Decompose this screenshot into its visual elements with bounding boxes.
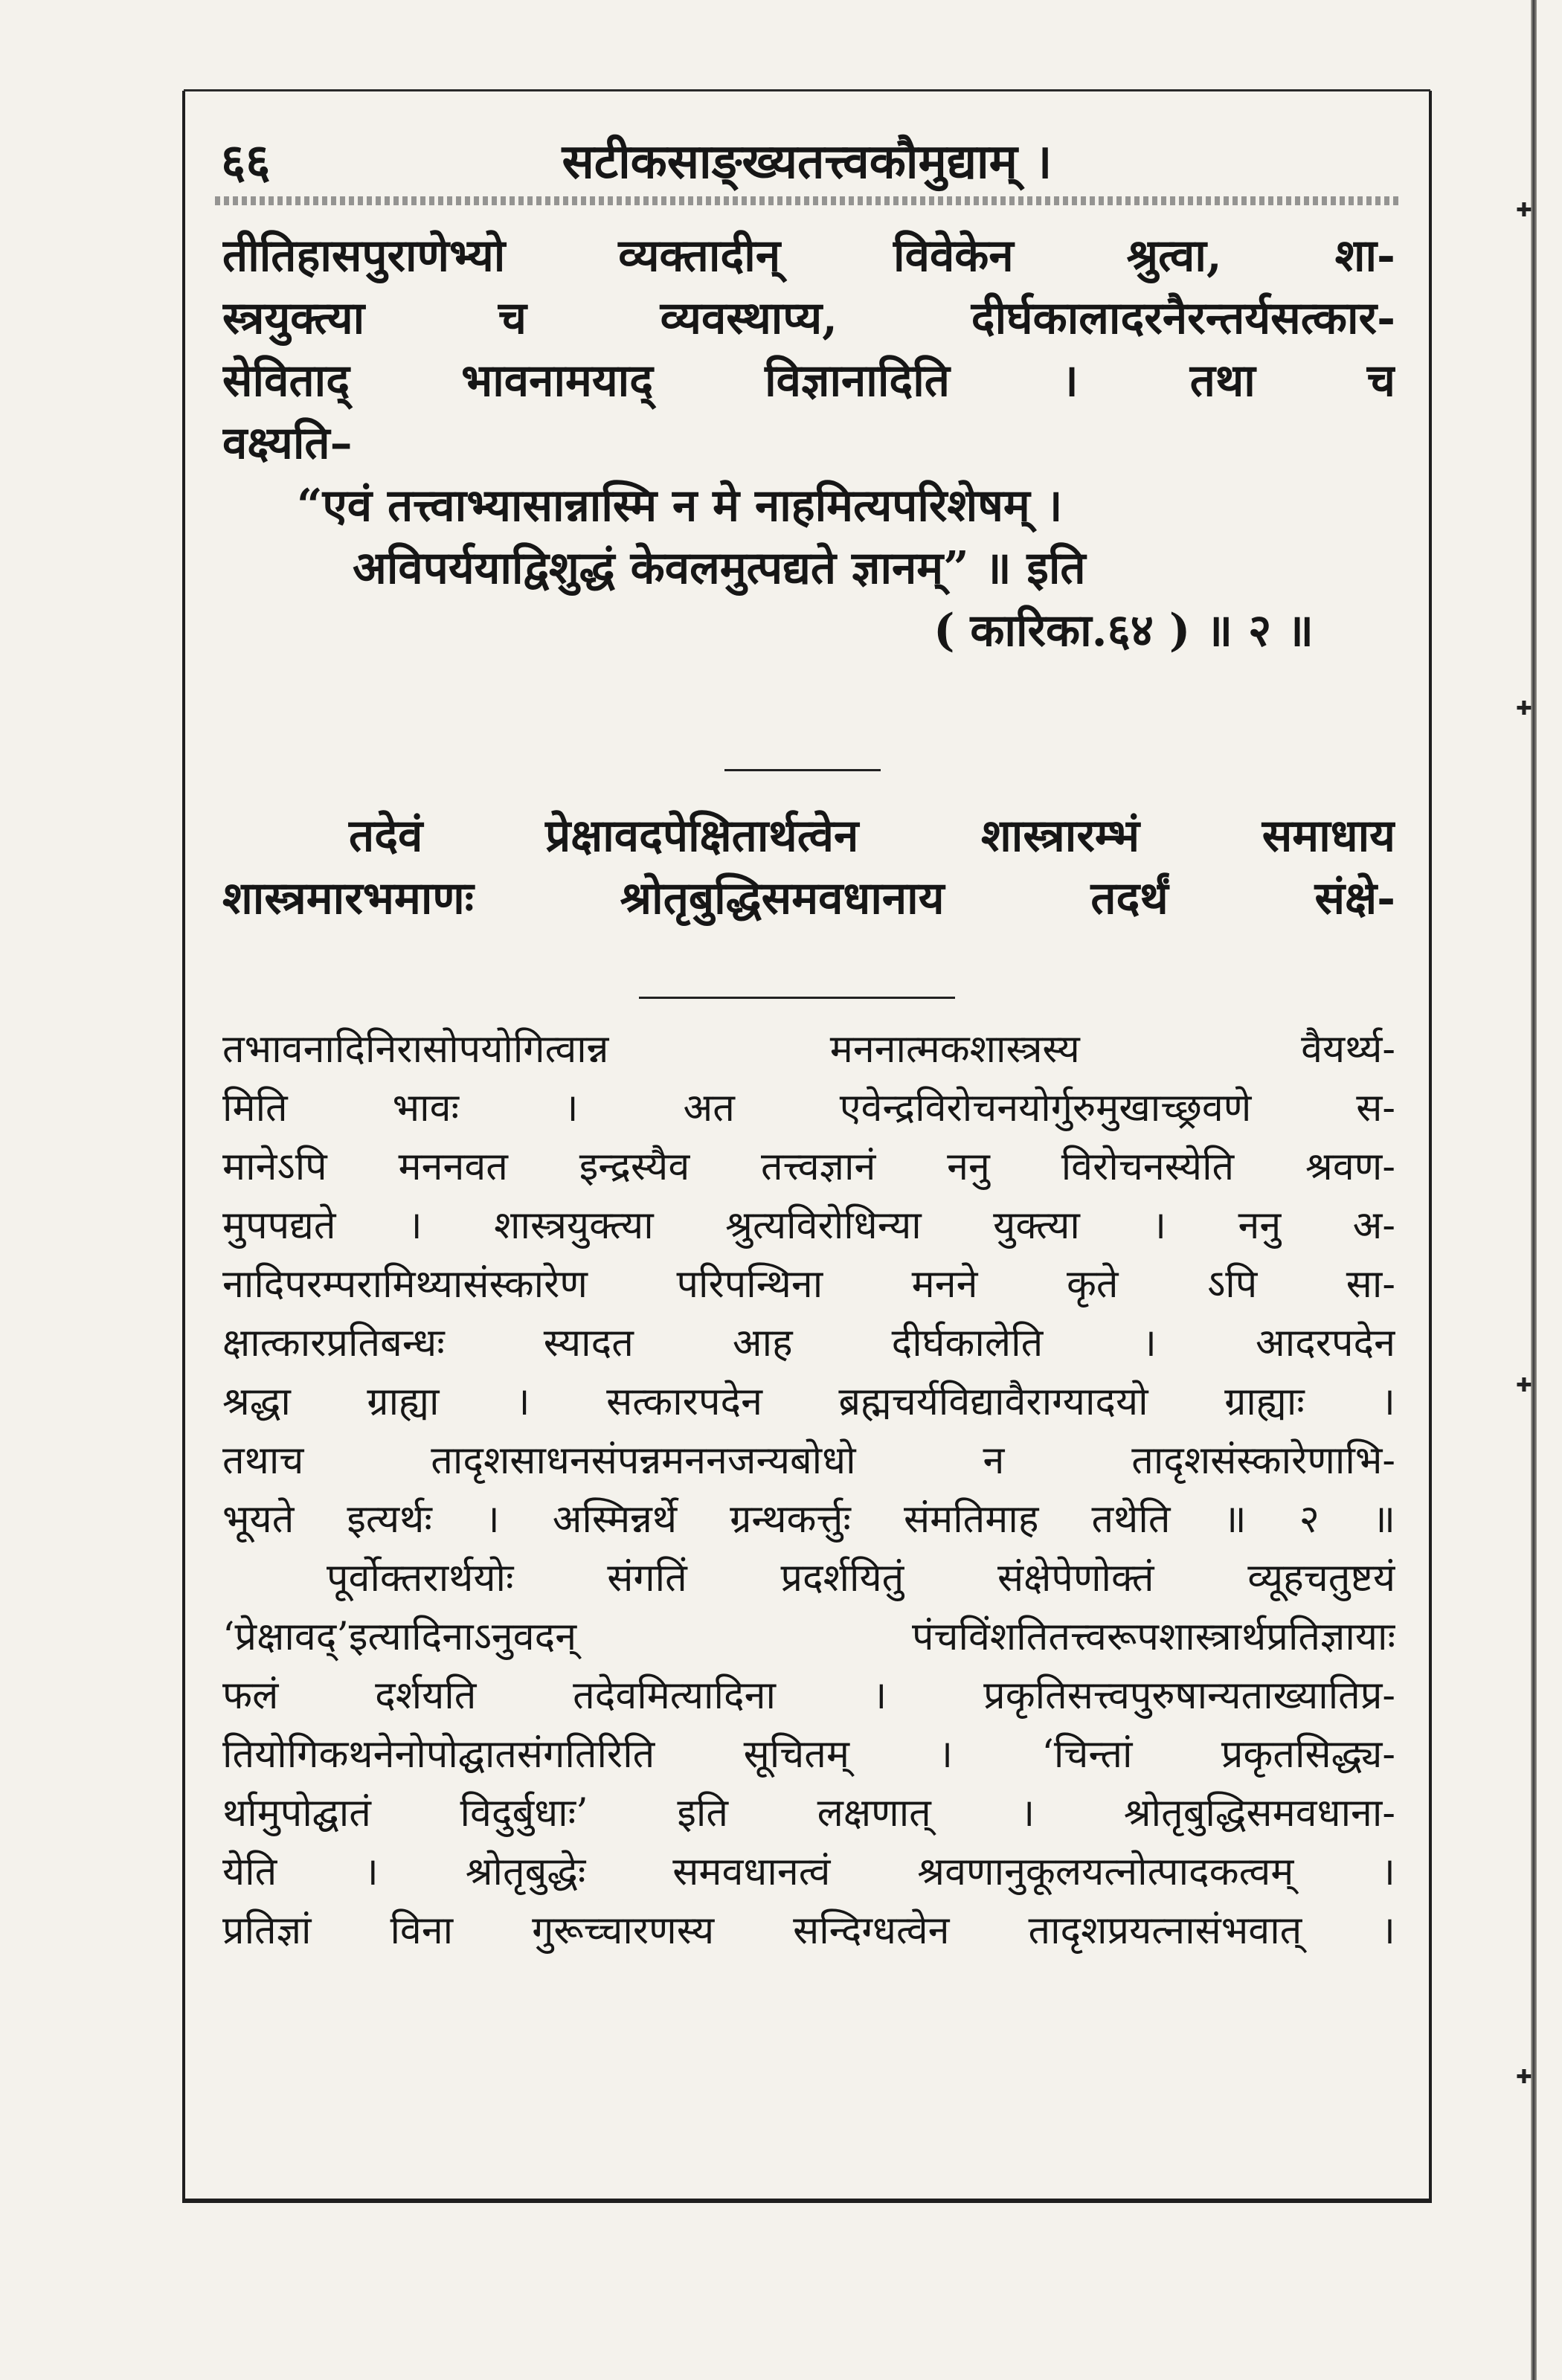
text-word: वक्ष्यति– <box>222 417 353 469</box>
text-word: दीर्घकालेति <box>891 1321 1044 1366</box>
text-word: तत्त्वज्ञानं <box>761 1145 876 1189</box>
text-word: ग्राह्याः <box>1224 1380 1305 1424</box>
text-word: तियोगिकथनेनोपोद्घातसंगतिरिति <box>222 1732 655 1777</box>
verse-citation <box>222 599 1395 662</box>
text-word: । <box>408 1203 422 1248</box>
text-word: व्यवस्थाप्य, <box>660 292 838 344</box>
text-word: च <box>498 292 527 344</box>
text-word: समवधानत्वं <box>672 1850 831 1894</box>
text-word: तदर्थं <box>1090 872 1169 924</box>
text-word: संमतिमाह <box>903 1497 1039 1542</box>
text-word: दीर्घकालादरनैरन्तर्यसत्कार- <box>971 292 1395 344</box>
text-word: च <box>1366 355 1395 407</box>
text-word: । <box>1061 355 1079 407</box>
text-word: ‘चिन्तां <box>1041 1732 1133 1777</box>
text-word: २ <box>1299 1497 1320 1542</box>
text-word: तथा <box>1189 355 1256 407</box>
text-word: ननु <box>1238 1203 1282 1248</box>
text-word: “एवं तत्त्वाभ्यासान्नास्मि न मे नाहमित्यपरिशेषम् । <box>297 480 1063 532</box>
text-word: श्रोतृबुद्धिसमवधाना- <box>1123 1791 1395 1836</box>
commentary-line <box>222 1197 1395 1255</box>
text-word: श्रुत्वा, <box>1126 230 1222 282</box>
text-word: आदरपदेन <box>1255 1321 1395 1366</box>
text-word: व्यक्तादीन् <box>618 230 781 282</box>
text-word: अस्मिन्नर्थे <box>552 1497 678 1542</box>
text-word: प्रकृतसिद्ध्य- <box>1221 1732 1395 1777</box>
binding-mark-icon: ✚ <box>1516 1374 1532 1397</box>
text-word: वैयर्थ्य- <box>1301 1027 1395 1072</box>
text-word: एवेन्द्रविरोचनयोर्गुरुमुखाच्छ्रवणे <box>839 1086 1252 1130</box>
page-header <box>221 122 1393 196</box>
text-word: ननु <box>947 1145 990 1189</box>
text-word: तदेवं <box>349 810 423 862</box>
text-word: सन्दिग्धत्वेन <box>793 1908 950 1953</box>
verse-line-1 <box>222 475 1395 537</box>
text-word: तभावनादिनिरासोपयोगित्वान्न <box>222 1027 609 1072</box>
text-word: । <box>484 1497 500 1542</box>
text-word: स- <box>1356 1086 1395 1130</box>
text-word: क्षात्कारप्रतिबन्धः <box>222 1321 445 1366</box>
text-word: श्रवण- <box>1305 1145 1395 1189</box>
text-word: श्रोतृबुद्धेः <box>465 1850 586 1894</box>
text-word: प्रकृतिसत्त्वपुरुषान्यताख्यातिप्र- <box>983 1673 1395 1718</box>
commentary-line <box>222 1667 1395 1726</box>
text-word: तादृशसाधनसंपन्नमननजन्यबोधो <box>431 1438 856 1483</box>
text-word: । <box>872 1673 887 1718</box>
text-word: सत्कारपदेन <box>606 1380 762 1424</box>
text-word: ( कारिका.६४ ) ॥ २ ॥ <box>933 605 1314 657</box>
commentary-line <box>222 1902 1395 1961</box>
commentary-line <box>222 1079 1395 1138</box>
text-word: मुपपद्यते <box>222 1203 336 1248</box>
text-word: ॥ <box>1372 1497 1395 1542</box>
commentary-line <box>222 1255 1395 1314</box>
text-word: सा- <box>1346 1262 1395 1307</box>
text-line <box>222 350 1395 412</box>
text-word: शास्त्रयुक्त्या <box>494 1203 654 1248</box>
header-divider <box>215 196 1399 205</box>
commentary-line <box>222 1726 1395 1784</box>
text-word: मिति <box>222 1086 288 1130</box>
text-word: पूर्वोक्तरार्थयोः <box>327 1556 514 1601</box>
text-word: तथेति <box>1091 1497 1171 1542</box>
text-word: । <box>1020 1791 1035 1836</box>
text-word: स्यादत <box>543 1321 634 1366</box>
text-word: भावः <box>392 1086 460 1130</box>
text-word: स्त्रयुक्त्या <box>222 292 365 344</box>
text-word: । <box>938 1732 954 1777</box>
text-word: दर्शयति <box>375 1673 477 1718</box>
book-spine <box>1531 0 1537 2380</box>
text-word: नादिपरम्परामिथ्यासंस्कारेण <box>222 1262 588 1307</box>
text-word: आह <box>732 1321 793 1366</box>
commentary-line <box>222 1490 1395 1549</box>
text-word: तादृशप्रयत्नासंभवात् <box>1028 1908 1302 1953</box>
text-word: युक्त्या <box>993 1203 1080 1248</box>
text-word: । <box>563 1086 579 1130</box>
text-word: इत्यर्थः <box>347 1497 432 1542</box>
text-word: भावनामयाद् <box>461 355 654 407</box>
commentary-line <box>222 1432 1395 1490</box>
text-word: श्रवणानुकूलयत्नोत्पादकत्वम् <box>917 1850 1294 1894</box>
text-word: ‘प्रेक्षावद्’इत्यादिनाऽनुवदन् <box>222 1615 577 1659</box>
text-word: प्रेक्षावदपेक्षितार्थत्वेन <box>545 810 859 862</box>
text-word: तथाच <box>222 1438 304 1483</box>
commentary-line <box>222 1843 1395 1902</box>
text-word: । <box>364 1850 379 1894</box>
text-word: शास्त्रारम्भं <box>981 810 1140 862</box>
text-word: इति <box>677 1791 728 1836</box>
text-word: विवेकेन <box>893 230 1014 282</box>
text-word: लक्षणात् <box>817 1791 931 1836</box>
text-word: तादृशसंस्कारेणाभि- <box>1131 1438 1395 1483</box>
text-word: श्रोतृबुद्धिसमवधानाय <box>620 872 945 924</box>
text-word: । <box>1381 1908 1395 1953</box>
text-word: ॥ <box>1223 1497 1247 1542</box>
text-word: ग्राह्या <box>367 1380 440 1424</box>
commentary-line <box>222 1020 1395 1079</box>
text-word: ग्रन्थकर्त्तुः <box>730 1497 851 1542</box>
text-word: श्रुत्यविरोधिन्या <box>725 1203 922 1248</box>
text-line <box>222 867 1395 930</box>
text-word: विना <box>390 1908 454 1953</box>
text-word: । <box>1381 1380 1395 1424</box>
commentary-line <box>222 1373 1395 1432</box>
text-word: संगतिं <box>607 1556 687 1601</box>
text-word: । <box>515 1380 530 1424</box>
main-text-block-2 <box>222 805 1395 930</box>
text-word: इन्द्रस्यैव <box>579 1145 690 1189</box>
text-word: तीतिहासपुराणेभ्यो <box>222 230 506 282</box>
text-word: सूचितम् <box>743 1732 850 1777</box>
commentary-line <box>222 1138 1395 1197</box>
text-word: गुरूच्चारणस्य <box>532 1908 715 1953</box>
text-word: संक्षे- <box>1314 872 1395 924</box>
text-word: ऽपि <box>1207 1262 1258 1307</box>
text-word: । <box>1151 1203 1167 1248</box>
section-divider <box>724 769 881 771</box>
text-word: विरोचनस्येति <box>1061 1145 1235 1189</box>
binding-mark-icon: ✚ <box>1516 199 1532 222</box>
text-word: सेविताद् <box>222 355 350 407</box>
text-word: समाधाय <box>1262 810 1395 862</box>
page-number: ६६ <box>221 133 271 190</box>
text-word: मननवत <box>398 1145 508 1189</box>
text-word: तदेवमित्यादिना <box>573 1673 776 1718</box>
text-word: येति <box>222 1850 277 1894</box>
text-word: विज्ञानादिति <box>765 355 950 407</box>
text-word: विदुर्बुधाः’ <box>460 1791 588 1836</box>
text-word: । <box>1142 1321 1157 1366</box>
text-word: । <box>1381 1850 1395 1894</box>
binding-mark-icon: ✚ <box>1516 698 1532 720</box>
text-line <box>222 287 1395 350</box>
commentary-block <box>222 1020 1395 1961</box>
text-word: श्रद्धा <box>222 1380 291 1424</box>
verse-line-2 <box>222 537 1395 599</box>
text-word: अविपर्ययाद्विशुद्धं केवलमुत्पद्यते ज्ञानम्” ॥ इति <box>353 542 1086 594</box>
text-line <box>222 412 1395 475</box>
text-word: मानेऽपि <box>222 1145 327 1189</box>
text-word: प्रदर्शयितुं <box>780 1556 904 1601</box>
text-word: प्रतिज्ञां <box>222 1908 312 1953</box>
text-word: मनने <box>911 1262 978 1307</box>
text-word: मननात्मकशास्त्रस्य <box>829 1027 1080 1072</box>
text-word: शास्त्रमारभमाणः <box>222 872 474 924</box>
text-word: परिपन्थिना <box>676 1262 823 1307</box>
text-line <box>222 225 1395 287</box>
text-line <box>222 805 1395 867</box>
binding-mark-icon: ✚ <box>1516 2066 1532 2088</box>
page-frame <box>182 91 1432 2203</box>
text-word: व्यूहचतुष्टयं <box>1247 1556 1395 1601</box>
commentary-line-indented <box>222 1549 1395 1608</box>
running-title: सटीकसाङ्ख्यतत्त्वकौमुद्याम् । <box>562 133 1052 190</box>
commentary-line <box>222 1784 1395 1843</box>
text-word: कृते <box>1066 1262 1119 1307</box>
text-word: भूयते <box>222 1497 295 1542</box>
text-word: शा- <box>1334 230 1395 282</box>
text-word: अ- <box>1352 1203 1395 1248</box>
text-word: संक्षेपेणोक्तं <box>997 1556 1154 1601</box>
commentary-divider <box>639 997 955 999</box>
text-word: र्थामुपोद्घातं <box>222 1791 371 1836</box>
text-word: न <box>983 1438 1005 1483</box>
text-word: फलं <box>222 1673 279 1718</box>
text-word: पंचविंशतितत्त्वरूपशास्त्रार्थप्रतिज्ञायाः <box>911 1615 1395 1659</box>
commentary-line <box>222 1314 1395 1373</box>
text-word: अत <box>683 1086 735 1130</box>
text-word: ब्रह्मचर्यविद्यावैराग्यादयो <box>838 1380 1148 1424</box>
main-text-block-1 <box>222 225 1395 662</box>
commentary-line <box>222 1608 1395 1667</box>
